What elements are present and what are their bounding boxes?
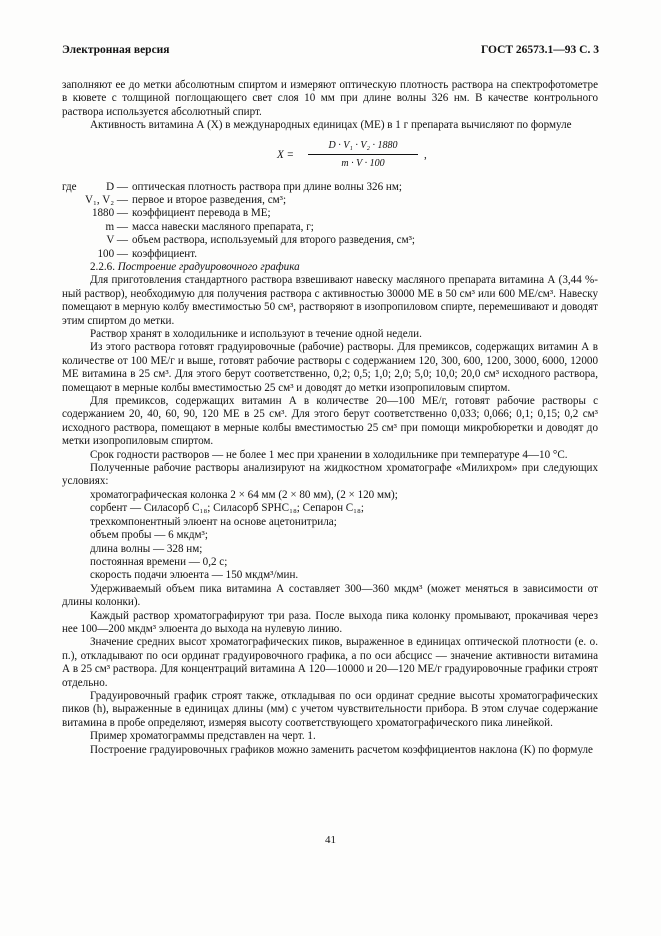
definition-row <box>62 194 598 207</box>
definition-row <box>62 221 598 234</box>
paragraph: Градуировочный график строят также, откладывая по оси ординат средние высоты хроматографических пиков (h), выраженные в единицах длины (мм) с учетом чувствительности прибора. В этом случае содержание витамина в пробе определяют, измеряя высоту соответствующего хроматографического пика линейкой. <box>62 689 598 729</box>
definition-symbol: D — <box>106 180 128 193</box>
paragraph: Построение градуировочных графиков можно заменить расчетом коэффициентов наклона (K) по формуле <box>90 743 593 756</box>
definition-symbol: m — <box>105 220 128 233</box>
definition-text: оптическая плотность раствора при длине волны 326 нм; <box>132 180 402 193</box>
chromatography-conditions <box>62 489 598 583</box>
definition-text: масса навески масляного препарата, г; <box>132 220 314 233</box>
paragraph: Значение средних высот хроматографических пиков, выраженное в единицах оптической плотности (е. о. п.), откладывают по оси ординат градуировочного графика, а по оси абсцисс — значение активности витамина А в 25 см³ раствора. Для концентраций витамина А 120—10000 и 20—120 МЕ/г градуировочные графики строят отдельно. <box>62 636 598 689</box>
definition-text: коэффициент. <box>132 247 197 260</box>
condition-item: хроматографическая колонка 2 × 64 мм (2 × 80 мм), (2 × 120 мм); <box>90 488 398 501</box>
definition-row <box>62 207 598 220</box>
formula-comma: , <box>424 148 427 161</box>
formula-lhs: X = <box>277 148 295 161</box>
condition-item: трехкомпонентный элюент на основе ацетонитрила; <box>90 515 337 528</box>
definition-row <box>62 181 598 194</box>
condition-item: длина волны — 328 нм; <box>90 542 203 555</box>
page-number: 41 <box>325 834 336 846</box>
paragraph: Удерживаемый объем пика витамина А составляет 300—360 мкдм³ (может меняться в зависимости от длины колонки). <box>62 582 598 609</box>
fraction-bar <box>308 154 418 155</box>
definition-row <box>62 234 598 247</box>
formula-denominator: m · V · 100 <box>341 157 385 169</box>
condition-item: постоянная времени — 0,2 с; <box>90 555 228 568</box>
section-number: 2.2.6. <box>90 260 115 273</box>
definition-row <box>62 248 598 261</box>
paragraph: Активность витамина А (X) в международных единицах (МЕ) в 1 г препарата вычисляют по формуле <box>90 119 572 132</box>
paragraph: Для премиксов, содержащих витамин А в количестве 20—100 МЕ/г, готовят рабочие растворы с содержанием 20, 40, 60, 90, 120 МЕ в 25 см³. Для этого берут соответственно 0,033; 0,066; 0,1; 0,15; 0,2 см³ исходного раствора, помещают в мерные колбы вместимостью 25 см³ при помощи микробюретки и доводят до метки изопропиловым спиртом. <box>62 395 598 448</box>
paragraph: Из этого раствора готовят градуировочные (рабочие) растворы. Для премиксов, содержащих витамин А в количестве от 100 МЕ/г и выше, готовят рабочие растворы с содержанием 120, 300, 600, 1200, 3000, 6000, 12000 МЕ витамина в 25 см³. Для этого берут соответственно, 0,2; 0,5; 1,0; 2,0; 5,0; 10,0; 20,0 см³ исходного раствора, помещают в мерные колбы вместимостью 25 см³ и доводят до метки изопропиловым спиртом. <box>62 341 598 394</box>
definition-text: объем раствора, используемый для второго разведения, см³; <box>132 234 415 247</box>
definition-symbol: V — <box>106 234 128 247</box>
paragraph: Раствор хранят в холодильнике и используют в течение одной недели. <box>90 328 422 340</box>
definition-symbol: V₁, V₂ — <box>85 194 128 207</box>
condition-item: объем пробы — 6 мкдм³; <box>90 529 208 542</box>
variable-definitions <box>62 181 598 261</box>
paragraph: Каждый раствор хроматографируют три раза. После выхода пика колонку промывают, прокачивая через нее 100—200 мкдм³ элюента до выхода на нулевую линию. <box>62 609 598 635</box>
where-label: где <box>62 180 77 193</box>
condition-item: сорбент — Силасорб С₁₈; Силасорб SPHC₁₈; Сепарон С₁₈; <box>90 502 365 515</box>
page-header <box>62 44 599 60</box>
paragraph: Для приготовления стандартного раствора взвешивают навеску масляного препарата витамина А (3,44 %-ный раствор), необходимую для получения раствора с активностью 30000 МЕ в 50 см³ или 600 МЕ/см³. Навеску помещают в мерную колбу вместимостью 50 см³, растворяют в изопропиловом спирте, перемешивают и доводят этим спиртом до метки. <box>62 274 598 327</box>
condition-item: скорость подачи элюента — 150 мкдм³/мин. <box>90 569 299 582</box>
definition-text: первое и второе разведения, см³; <box>132 194 287 207</box>
header-edition-label: Электронная версия <box>62 44 170 56</box>
document-body <box>62 79 598 757</box>
definition-symbol: 1880 — <box>91 207 128 220</box>
activity-formula <box>62 133 598 181</box>
paragraph: Пример хроматограммы представлен на черт. 1. <box>90 730 316 743</box>
paragraph: Срок годности растворов — не более 1 мес при хранении в холодильнике при температуре 4—10 °С. <box>90 448 568 461</box>
section-heading <box>62 261 598 274</box>
definition-text: коэффициент перевода в МЕ; <box>132 207 271 220</box>
header-standard-code: ГОСТ 26573.1—93 С. 3 <box>480 44 599 56</box>
definition-symbol: 100 — <box>97 247 128 260</box>
section-title: Построение градуировочного графика <box>117 260 300 273</box>
paragraph: заполняют ее до метки абсолютным спиртом и измеряют оптическую плотность раствора на спектрофотометре в кювете с толщиной поглощающего свет слоя 10 мм при длине волны 326 нм. В качестве контрольного раствора используется абсолютный спирт. <box>62 79 598 118</box>
paragraph: Полученные рабочие растворы анализируют на жидкостном хроматографе «Милихром» при следующих условиях: <box>62 462 598 488</box>
formula-numerator: D · V₁ · V₂ · 1880 <box>328 139 398 151</box>
